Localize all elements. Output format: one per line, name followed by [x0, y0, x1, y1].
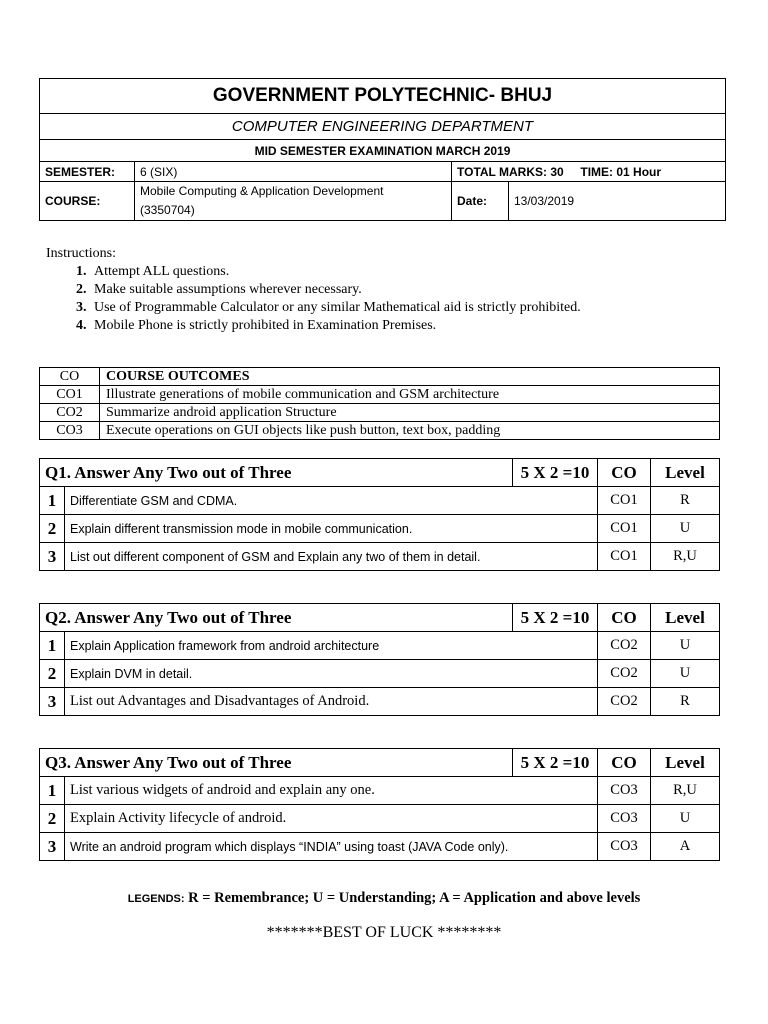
question-row	[40, 515, 720, 543]
question-text: Explain Application framework from android architecture	[65, 632, 598, 660]
question-co: CO3	[598, 805, 651, 833]
question-co: CO1	[598, 543, 651, 571]
question-text: Explain different transmission mode in mobile communication.	[65, 515, 598, 543]
department-name: COMPUTER ENGINEERING DEPARTMENT	[40, 114, 726, 140]
date-label: Date:	[452, 182, 509, 221]
question-row	[40, 487, 720, 515]
course-value	[135, 182, 452, 221]
question-level: U	[651, 805, 720, 833]
question-text: Explain DVM in detail.	[65, 660, 598, 688]
exam-time: TIME: 01 Hour	[580, 164, 662, 179]
question-row	[40, 833, 720, 861]
outcomes-col-header: COURSE OUTCOMES	[100, 368, 720, 386]
instruction-item: 1. Attempt ALL questions.	[90, 263, 581, 281]
instruction-item: 3. Use of Programmable Calculator or any similar Mathematical aid is strictly prohibited.	[90, 299, 581, 317]
q3-level-header: Level	[651, 749, 720, 777]
question-co: CO1	[598, 487, 651, 515]
q3-header-row	[40, 749, 720, 777]
question-level: R	[651, 688, 720, 716]
question-text: Differentiate GSM and CDMA.	[65, 487, 598, 515]
question-text: List out Advantages and Disadvantages of Android.	[65, 688, 598, 716]
co-header-row	[40, 368, 720, 386]
instruction-item: 2. Make suitable assumptions wherever necessary.	[90, 281, 581, 299]
co-text: Summarize android application Structure	[100, 404, 720, 422]
instructions-list	[46, 263, 581, 335]
question-number: 1	[40, 777, 65, 805]
exam-title: MID SEMESTER EXAMINATION MARCH 2019	[40, 140, 726, 162]
q1-title: Q1. Answer Any Two out of Three	[40, 459, 513, 487]
question-row	[40, 543, 720, 571]
question-number: 3	[40, 543, 65, 571]
question-row	[40, 777, 720, 805]
course-name: Mobile Computing & Application Development	[140, 184, 384, 198]
co-id: CO2	[40, 404, 100, 422]
question-row	[40, 688, 720, 716]
q2-title: Q2. Answer Any Two out of Three	[40, 604, 513, 632]
question-row	[40, 805, 720, 833]
legend-label: LEGENDS:	[127, 893, 185, 905]
marks-time-cell	[452, 162, 726, 182]
question-level: R	[651, 487, 720, 515]
course-label: COURSE:	[40, 182, 135, 221]
question-text: Write an android program which displays “INDIA” using toast (JAVA Code only).	[65, 833, 598, 861]
question-level: R,U	[651, 777, 720, 805]
course-code: (3350704)	[140, 203, 195, 217]
question-level: R,U	[651, 543, 720, 571]
q1-level-header: Level	[651, 459, 720, 487]
q3-marks: 5 X 2 =10	[513, 749, 598, 777]
q2-co-header: CO	[598, 604, 651, 632]
question-co: CO2	[598, 660, 651, 688]
q1-co-header: CO	[598, 459, 651, 487]
co-text: Illustrate generations of mobile communication and GSM architecture	[100, 386, 720, 404]
instructions	[46, 245, 581, 335]
co-row	[40, 422, 720, 440]
q3-title: Q3. Answer Any Two out of Three	[40, 749, 513, 777]
question-level: A	[651, 833, 720, 861]
exam-header-table	[39, 78, 726, 221]
q3-co-header: CO	[598, 749, 651, 777]
question-number: 3	[40, 688, 65, 716]
legend	[0, 890, 768, 907]
q1-header-row	[40, 459, 720, 487]
co-id: CO1	[40, 386, 100, 404]
question-number: 2	[40, 805, 65, 833]
question-number: 1	[40, 487, 65, 515]
co-id: CO3	[40, 422, 100, 440]
question-row	[40, 660, 720, 688]
question-level: U	[651, 660, 720, 688]
question-co: CO3	[598, 777, 651, 805]
legend-text: R = Remembrance; U = Understanding; A = Application and above levels	[188, 890, 641, 906]
semester-value: 6 (SIX)	[135, 162, 452, 182]
closing-message: *******BEST OF LUCK ********	[266, 924, 502, 941]
question-number: 2	[40, 660, 65, 688]
q2-table	[39, 603, 720, 716]
instruction-item: 4. Mobile Phone is strictly prohibited in Examination Premises.	[90, 317, 581, 335]
question-text: Explain Activity lifecycle of android.	[65, 805, 598, 833]
semester-label: SEMESTER:	[40, 162, 135, 182]
co-col-header: CO	[40, 368, 100, 386]
q1-table	[39, 458, 720, 571]
question-co: CO2	[598, 632, 651, 660]
question-co: CO2	[598, 688, 651, 716]
co-text: Execute operations on GUI objects like push button, text box, padding	[100, 422, 720, 440]
co-row	[40, 386, 720, 404]
q2-level-header: Level	[651, 604, 720, 632]
course-outcomes-table	[39, 367, 720, 440]
question-co: CO3	[598, 833, 651, 861]
question-level: U	[651, 632, 720, 660]
date-value: 13/03/2019	[509, 182, 726, 221]
q2-marks: 5 X 2 =10	[513, 604, 598, 632]
question-co: CO1	[598, 515, 651, 543]
question-text: List out different component of GSM and Explain any two of them in detail.	[65, 543, 598, 571]
total-marks: TOTAL MARKS: 30	[457, 164, 564, 179]
question-number: 2	[40, 515, 65, 543]
question-text: List various widgets of android and explain any one.	[65, 777, 598, 805]
q1-marks: 5 X 2 =10	[513, 459, 598, 487]
question-level: U	[651, 515, 720, 543]
co-row	[40, 404, 720, 422]
institute-name: GOVERNMENT POLYTECHNIC- BHUJ	[40, 79, 726, 114]
question-number: 3	[40, 833, 65, 861]
q2-header-row	[40, 604, 720, 632]
q3-table	[39, 748, 720, 861]
question-row	[40, 632, 720, 660]
instructions-title: Instructions:	[46, 246, 116, 261]
question-number: 1	[40, 632, 65, 660]
